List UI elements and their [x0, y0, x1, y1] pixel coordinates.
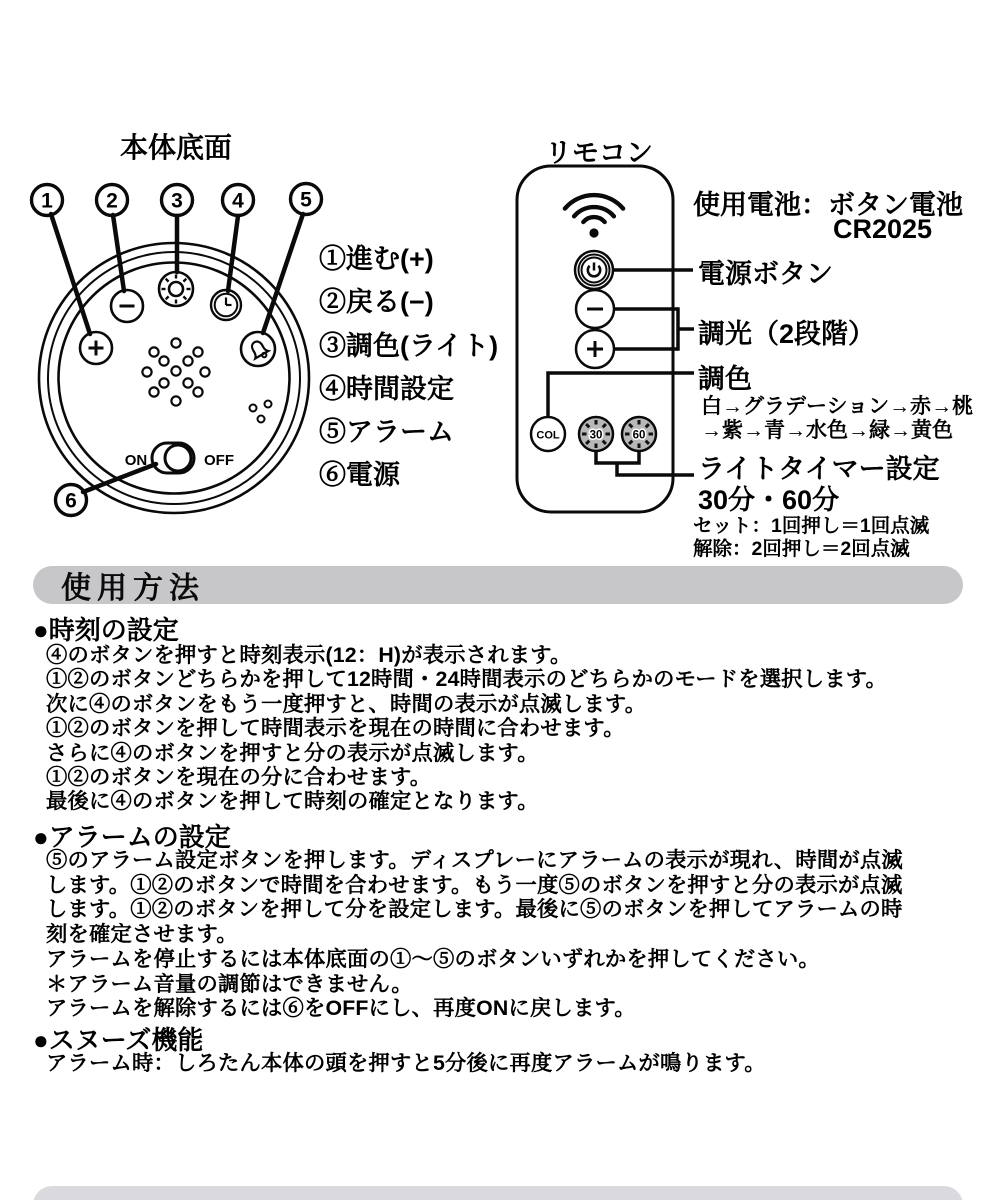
text-line: アラーム時：しろたん本体の頭を押すと5分後に再度アラームが鳴ります。 — [46, 1051, 766, 1075]
text-line: 次に④のボタンをもう一度押すと、時間の表示が点滅します。 — [46, 691, 647, 716]
unit-legend — [319, 238, 498, 498]
text-line: ①②のボタンを現在の分に合わせます。 — [46, 765, 432, 790]
section-title-alarm-setting: ●アラームの設定 — [33, 822, 231, 852]
text-line: します。①②のボタンを押して分を設定します。最後に⑤のボタンを押してアラームの時 — [46, 897, 903, 922]
light-timer-durations: 30分・60分 — [698, 485, 840, 515]
section-body-alarm-setting — [46, 848, 903, 1021]
unit-title: 本体底面 — [120, 132, 233, 163]
switch-on-label: ON — [124, 452, 148, 469]
remote-minus-button — [576, 290, 614, 328]
callout-4: 4 — [232, 189, 244, 213]
callout-5: 5 — [300, 188, 312, 212]
text-line: ＊アラーム音量の調節はできません。 — [46, 971, 413, 996]
dimmer-label: 調光（2段階） — [698, 319, 876, 349]
remote-title: リモコン — [545, 138, 653, 168]
col-button-label: COL — [536, 429, 560, 442]
section-title-snooze: ●スヌーズ機能 — [33, 1025, 204, 1055]
color-sequence-line1: 白→グラデーション→赤→桃 — [701, 395, 974, 418]
unit-outline-inner — [59, 263, 290, 494]
text-line: アラームを停止するには本体底面の①～⑤のボタンいずれかを押してください。 — [46, 946, 820, 971]
switch-off-label: OFF — [204, 452, 234, 469]
battery-label: 使用電池：ボタン電池 — [693, 190, 963, 220]
small-holes — [250, 401, 272, 423]
legend-item-6: ⑥電源 — [319, 460, 400, 491]
text-line: 最後に④のボタンを押して時刻の確定となります。 — [46, 789, 539, 814]
timer-30-button — [579, 417, 613, 451]
callout-2: 2 — [106, 189, 118, 213]
text-line: 刻を確定させます。 — [46, 922, 238, 947]
usage-header-bar — [33, 566, 963, 604]
callout-1: 1 — [41, 189, 53, 213]
text-line: ①②のボタンを押して時間表示を現在の時間に合わせます。 — [46, 716, 625, 741]
legend-item-1: ①進む(+) — [319, 244, 434, 274]
text-line: ①②のボタンどちらかを押して12時間・24時間表示のどちらかのモードを選択します。 — [46, 667, 888, 692]
legend-item-2: ②戻る(−) — [319, 287, 434, 318]
plus-button-icon — [80, 332, 112, 364]
text-line: ⑤のアラーム設定ボタンを押します。ディスプレーにアラームの表示が現れ、時間が点滅 — [46, 848, 903, 872]
power-button-label: 電源ボタン — [698, 259, 833, 289]
light-timer-label: ライトタイマー設定 — [698, 454, 940, 484]
alarm-bell-button-icon — [241, 332, 275, 366]
next-section-bar — [33, 1186, 963, 1200]
clock-button-icon — [211, 290, 241, 320]
unit-outline-mid — [48, 252, 300, 504]
color-sequence-line2: →紫→青→水色→緑→黄色 — [701, 419, 953, 442]
text-line: アラームを解除するには⑥をOFFにし、再度ONに戻します。 — [46, 996, 636, 1021]
remote-diagram — [517, 166, 694, 512]
speaker-holes — [142, 338, 209, 405]
col-button — [531, 417, 565, 451]
timer-30-label: 30 — [589, 429, 603, 442]
remote-power-button-icon — [575, 251, 613, 289]
timer-clear-note: 解除：2回押し＝2回点滅 — [693, 538, 910, 560]
minus-button-icon — [111, 290, 143, 322]
section-body-snooze — [46, 1051, 766, 1075]
remote-plus-button — [576, 330, 614, 368]
legend-item-3: ③調色(ライト) — [319, 330, 499, 361]
ir-signal-icon — [565, 195, 623, 238]
text-line: さらに④のボタンを押すと分の表示が点滅します。 — [46, 740, 539, 765]
usage-header: 使用方法 — [61, 572, 205, 605]
callout-3: 3 — [171, 189, 183, 213]
power-switch — [125, 443, 234, 473]
legend-item-4: ④時間設定 — [319, 373, 454, 404]
unit-bottom-diagram — [32, 184, 322, 516]
timer-set-note: セット：1回押し＝1回点滅 — [693, 515, 930, 537]
section-body-time-setting — [46, 643, 887, 814]
text-line: します。①②のボタンで時間を合わせます。もう一度⑤のボタンを押すと分の表示が点滅 — [46, 872, 903, 897]
section-title-time-setting: ●時刻の設定 — [33, 615, 179, 645]
color-label: 調色 — [698, 364, 752, 394]
legend-item-5: ⑤アラーム — [319, 417, 454, 448]
switch-knob — [165, 445, 191, 471]
timer-60-button — [622, 417, 656, 451]
text-line: ④のボタンを押すと時刻表示(12：H)が表示されます。 — [46, 643, 572, 667]
timer-60-label: 60 — [632, 429, 646, 442]
light-button-icon — [159, 272, 193, 306]
callout-6: 6 — [65, 489, 77, 513]
battery-model: CR2025 — [833, 214, 933, 244]
